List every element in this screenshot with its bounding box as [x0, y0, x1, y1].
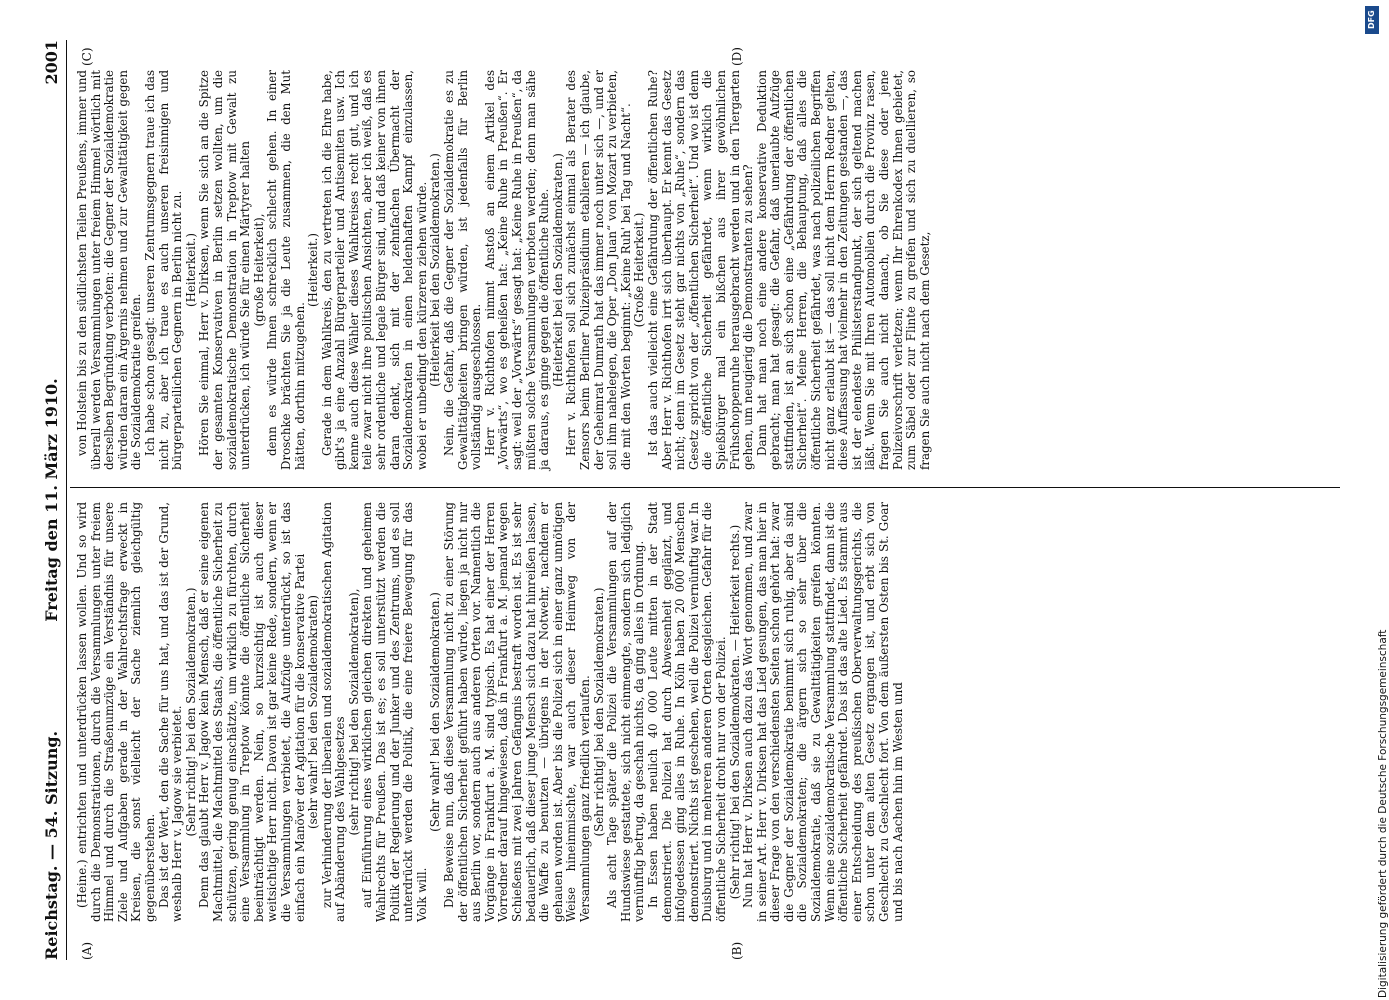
- paragraph: (Heine.) entrichten und unterdrücken lassen wollen. Und so wird durch die Demonstrationen, durch die Versammlungen unter freiem Himmel und durch die Straßenumzüge ein Verständnis für unsere Ziele und Aufgaben gerade in der Wahlrechtsfrage erweckt in Kreisen, die sonst vielleicht der Sache ziemlich gleichgültig gegenüberstehen.: [75, 502, 157, 922]
- interjection-note: (große Heiterkeit),: [251, 213, 266, 327]
- paragraph: Gerade in dem Wahlkreis, den zu vertreten ich die Ehre habe, gibt's ja eine Anzahl Bürgerparteiler und Antisemiten usw. Ich kenne auch diese Wähler dieses Wahlkreises recht gut, und ich teile zwar nicht ihre politischen Ansichten, aber ich weiß, daß es sehr ordentliche und legale Bürger sind, und daß keiner von ihnen daran denkt, sich mit der zehnfachen Übermacht der Sozialdemokraten in einen heldenhaften Kampf einzulassen, wobei er unbedingt den kürzeren ziehen würde.: [319, 69, 429, 470]
- interjection-note: (Sehr richtig! bei den Sozialdemokraten.): [183, 587, 198, 837]
- side-note-area: [1359, 8, 1389, 998]
- page-number: 2001: [42, 40, 61, 85]
- interjection-note: (Heiterkeit bei den Sozialdemokraten.): [428, 153, 443, 387]
- rotated-page-content: [40, 40, 1340, 960]
- paragraph: Die Beweise nun, daß diese Versammlung nicht zu einer Störung der öffentlichen Sicherheit geführt haben würde, liegen ja nicht nur aus Berlin vor, sondern auch aus anderen Orten vor. Namentlich die Vorgänge in Frankfurt a. M. sind typisch. Es hat einer der Herren Vorredner darauf hingewiesen, daß in Frankfurt a. M. jemand wegen Schießens mit zwei Jahren Gefängnis bestraft worden ist. Es ist sehr bedauerlich, daß dieser junge Mensch sich dazu hat hinreißen lassen, die Waffe zu benutzen — übrigens in der Notwehr, nachdem er gehauen worden ist. Aber bis die Polizei sich in einer ganz unnötigen Weise hineinmischte, war auch dieser Heimweg von der Versammlungen ganz friedlich verlaufen.: [442, 502, 592, 922]
- paragraph: Herr v. Richthofen nimmt Anstoß an einem Artikel des „Vorwärts“, wo es geheißen hat: „Keine Ruhe in Preußen“. Er sagt: weil der „Vorwärts“ gesagt hat: „Keine Ruhe in Preußen“, da müßten solche Versammlungen verboten werden; denn man sähe ja daraus, es ginge gegen die öffentliche Ruhe.: [482, 70, 552, 470]
- paragraph: Hören Sie einmal, Herr v. Dirksen, wenn Sie sich an die Spitze der gesamten Konservativen in Berlin setzen wollten, um die sozialdemokratische Demonstration in Treptow mit Gewalt zu unterdrücken, ich würde Sie für einen Märtyrer halten: [197, 70, 253, 470]
- paragraph: Dann hat man noch eine andere konservative Deduktion gebracht; man hat gesagt: die Gefahr, daß unerlaubte Aufzüge stattfinden, ist an sich schon eine „Gefährdung der öffentlichen Sicherheit“. Meine Herren, die Behauptung, daß alles die öffentliche Sicherheit gefährdet, was nach polizeilichen Begriffen nicht ganz erlaubt ist — das soll nicht dem Herrn Redner gelten, diese Auffassung hat vielmehr in den Zeitungen gestanden —, das ist der elendeste Philisterstandpunkt, der sich geltend machen läßt. Wenn Sie mit Ihren Automobilen durch die Provinz rasen, fragen Sie auch nicht danach, ob Sie diese oder jene Polizeivorschrift verletzen; wenn Ihr Ehrenkodex Ihnen gebietet, zum Säbel oder zur Flinte zu greifen und sich zu duellieren, so fragen Sie auch nicht nach dem Gesetz,: [754, 70, 932, 470]
- interjection-note: (Sehr richtig! bei den Sozialdemokraten.): [591, 587, 606, 837]
- paragraph: Nein, die Gefahr, daß die Gegner der Sozialdemokratie es zu Gewalttätigkeiten bringen würden, ist jedenfalls für Berlin vollständig ausgeschlossen.: [442, 70, 484, 470]
- left-column: [76, 502, 1340, 922]
- paragraph: In Essen haben neulich 40 000 Leute mitten in der Stadt demonstriert. Die Polizei hat durch Abwesenheit geglänzt, und infolgedessen ging alles in Ruhe. In Köln haben 20 000 Menschen demonstriert. Nichts ist geschehen, weil die Polizei vernünftig war. In Duisburg und in mehreren anderen Orten desgleichen. Gefahr für die öffentliche Sicherheit droht nur von der Polizei.: [645, 502, 728, 922]
- dfg-logo: DFG: [1365, 6, 1379, 34]
- interjection-note: (Sehr richtig! bei den Sozialdemokraten. — Heiterkeit rechts.): [727, 524, 742, 900]
- paragraph: Das ist der Wert, den die Sache für uns hat, und das ist der Grund, weshalb Herr v. Jagow sie verbietet.: [156, 502, 185, 922]
- header-left: Reichstag. — 54. Sitzung.: [42, 730, 61, 960]
- interjection-note: (Große Heiterkeit.): [632, 212, 647, 328]
- paragraph: Nun hat Herr v. Dirksen auch dazu das Wort genommen, und zwar in seiner Art. Herr v. Dirksen hat das Lied gesungen, das man hier in dieser Frage von den verschiedensten Seiten schon gehört hat: zwar die Gegner der Sozialdemokratie benimmt sich ruhig, aber da sind die Sozialdemokraten; die ärgern sich so sehr über die Sozialdemokratie, daß sie zu Gewalttätigkeiten greifen könnten. Wenn eine sozialdemokratische Versammlung stattfindet, dann ist die öffentliche Sicherheit gefährdet. Das ist das alte Lied. Es stammt aus einer Entscheidung des preußischen Oberverwaltungsgerichts, die schon unter dem alten Gesetz ergangen ist, und erbt sich von Geschlecht zu Geschlecht fort. Von dem äußersten Osten bis St. Goar und bis nach Aachen hin im Westen und: [741, 502, 905, 922]
- column-divider: [70, 487, 1340, 488]
- interjection-note: (Sehr wahr! bei den Sozialdemokraten.): [428, 592, 443, 832]
- paragraph: denn es würde Ihnen schrecklich schlecht gehen. In einer Droschke brächten Sie ja die Leute zusammen, die den Mut hätten, dorthin mitzugehen.: [265, 70, 307, 470]
- digitization-note: Digitalisierung gefördert durch die Deutsche Forschungsgemeinschaft: [1377, 629, 1389, 998]
- interjection-note: (Heiterkeit bei den Sozialdemokraten.): [550, 153, 565, 387]
- interjection-note: (Heiterkeit.): [306, 233, 321, 308]
- paragraph: Ich habe schon gesagt: unseren Zentrumsgegnern traue ich das nicht zu, aber ich traue es auch unseren freisinnigen und bürgerparteilichen Gegnern in Berlin nicht zu.: [142, 70, 185, 470]
- header-center: Freitag den 11. März 1910.: [42, 378, 61, 622]
- paragraph: von Holstein bis zu den südlichsten Teilen Preußens, immer und überall werden Versammlungen unter freiem Himmel wörtlich mit derselben Begründung verboten: die Gegner der Sozialdemokratie würden daran ein Ärgernis nehmen und zur Gewalttätigkeit gegen die Sozialdemokratie greifen.: [75, 70, 144, 470]
- right-column: [76, 70, 1340, 470]
- interjection-note: (sehr wahr! bei den Sozialdemokraten): [306, 595, 321, 829]
- interjection-note: (sehr richtig! bei den Sozialdemokraten),: [346, 588, 361, 836]
- margin-marker-c: (C): [80, 47, 94, 66]
- paragraph: Ist das auch vielleicht eine Gefährdung der öffentlichen Ruhe? Aber Herr v. Richthofen irrt sich überhaupt. Er kennt das Gesetz nicht; denn im Gesetz steht gar nichts von „Ruhe“, sondern das Gesetz spricht von der „öffentlichen Sicherheit“. Und wo ist denn die öffentliche Sicherheit gefährdet, wenn wirklich die Spießbürger mal ein bißchen aus ihrer gewöhnlichen Frühschoppenruhe herausgebracht werden und in den Tiergarten gehen, um neugierig die Demonstranten zu sehen?: [645, 70, 756, 470]
- paragraph: Denn das glaubt Herr v. Jagow kein Mensch, daß er seine eigenen Machtmittel, die Machtmittel des Staats, die öffentliche Sicherheit zu schützen, gering genug einschätzte, um wirklich zu fürchten, durch eine Versammlung in Treptow könnte die öffentliche Sicherheit beeinträchtigt werden. Nein, so kurzsichtig ist auch dieser weitsichtige Herr nicht. Davon ist gar keine Rede, sondern, wenn er die Versammlungen verbietet, die Aufzüge unterdrückt, so ist das einfach ein Manöver der Agitation für die konservative Partei: [197, 502, 307, 922]
- margin-marker-b: (B): [730, 941, 744, 960]
- interjection-note: (Heiterkeit.): [183, 233, 198, 308]
- paragraph: Als acht Tage später die Polizei die Versammlungen auf der Hundswiese gestattete, sich nicht einmengte, sondern sich lediglich vernünftig betrug, da geschah nichts, da ging alles in Ordnung.: [605, 502, 647, 922]
- margin-marker-a: (A): [80, 941, 94, 960]
- paragraph: Herr v. Richthofen soll sich zunächst einmal als Berater des Zensors beim Berliner Polizeipräsidium etablieren — ich glaube, der Geheimrat Dumrath hat das immer noch unter sich —, und er soll ihm nahelegen, die Oper „Don Juan“ von Mozart zu verbieten, die mit den Worten beginnt: „Keine Ruh' bei Tag und Nacht“.: [564, 70, 633, 470]
- paragraph: zur Verhinderung der liberalen und sozialdemokratischen Agitation auf Abänderung des Wahlgesetzes: [319, 502, 348, 922]
- margin-marker-d: (D): [730, 47, 744, 66]
- paragraph: auf Einführung eines wirklichen gleichen direkten und geheimen Wahlrechts für Preußen. Das ist es; es soll unterstützt werden die Politik der Regierung und der Junker und des Zentrums, und es soll unterdrückt werden die Politik, die eine freiere Bewegung für das Volk will.: [360, 502, 429, 922]
- running-header: [40, 40, 67, 960]
